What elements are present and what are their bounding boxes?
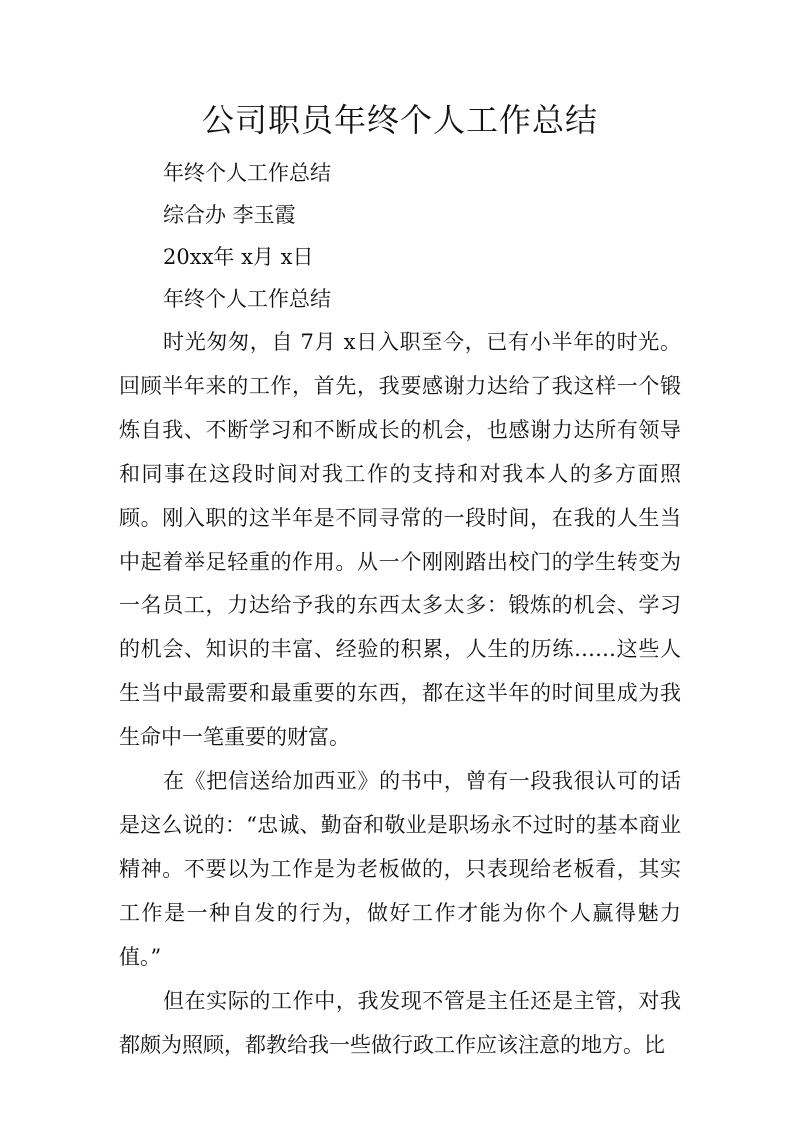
paragraph: 在《把信送给加西亚》的书中，曾有一段我很认可的话是这么说的：“忠诚、勤奋和敬业是职场永不过时的基本商业精神。不要以为工作是为老板做的，只表现给老板看，其实工作是一种自发的行为，做好工作才能为你个人赢得魅力值。” — [119, 769, 681, 969]
paragraph: 但在实际的工作中，我发现不管是主任还是主管，对我都颇为照顾，都教给我一些做行政工作应该注意的地方。比 — [119, 988, 681, 1057]
author-line: 综合办 李玉霞 — [163, 203, 296, 227]
body-text — [119, 321, 681, 1067]
document-title: 公司职员年终个人工作总结 — [201, 101, 598, 139]
date-line: 20xx年 x月 x日 — [163, 245, 314, 269]
section-heading: 年终个人工作总结 — [163, 287, 331, 311]
subtitle: 年终个人工作总结 — [163, 161, 331, 185]
paragraph: 时光匆匆，自 7月 x日入职至今，已有小半年的时光。回顾半年来的工作，首先，我要感谢力达给了我这样一个锻炼自我、不断学习和不断成长的机会，也感谢力达所有领导和同事在这段时间对我工作的支持和对我本人的多方面照顾。刚入职的这半年是不同寻常的一段时间，在我的人生当中起着举足轻重的作用。从一个刚刚踏出校门的学生转变为一名员工，力达给予我的东西太多太多：锻炼的机会、学习的机会、知识的丰富、经验的积累，人生的历练……这些人生当中最需要和最重要的东西，都在这半年的时间里成为我生命中一笔重要的财富。 — [119, 330, 681, 750]
